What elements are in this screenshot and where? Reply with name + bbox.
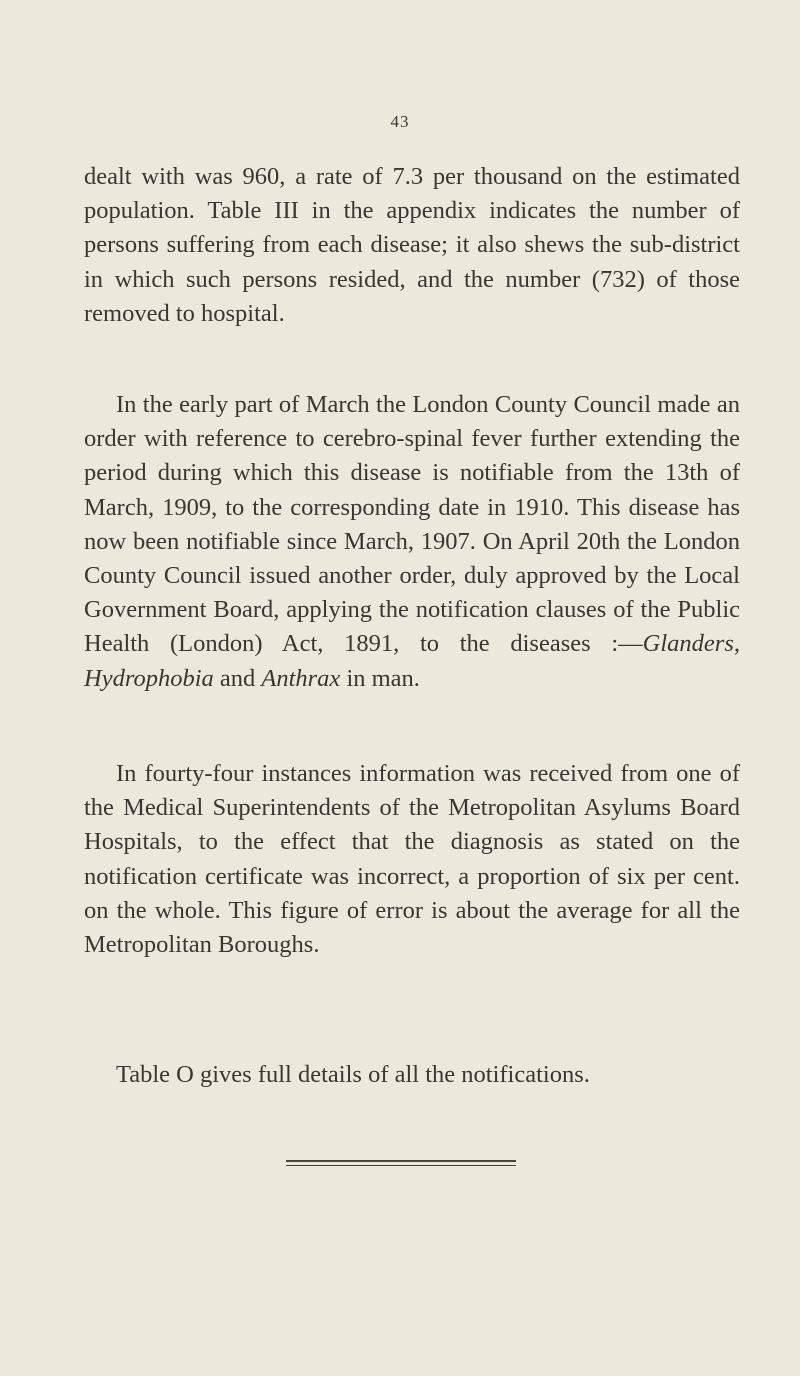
end-rule-thick — [286, 1160, 516, 1162]
disease-hydrophobia: Hydrophobia — [84, 664, 214, 692]
disease-glanders: Glanders, — [642, 630, 740, 658]
paragraph-2-main-text: In the early part of March the London County Council made an order with reference to cerebro-spinal fever further extending the period during which this disease is notifiable from the 13th of March, 1909, to the corresponding date in 1910. This disease has now been notifiable since March, 1907. On April 20th the London County Council issued another order, duly approved by the Local Government Board, applying the notification clauses of the Public Health (London) Act, 1891, to the diseases :— — [84, 391, 740, 658]
paragraph-2-text — [84, 388, 740, 696]
paragraph-1-text: dealt with was 960, a rate of 7.3 per thousand on the estimated population. Table III in the appendix indicates the number of persons suffering from each disease; it also shews the sub-district in which such persons resided, and the number (732) of those removed to hospital. — [84, 163, 740, 327]
paragraph-3-text: In fourty-four instances information was received from one of the Medical Superintendents of the Metropolitan Asylums Board Hospitals, to the effect that the diagnosis as stated on the notification certificate was incorrect, a proportion of six per cent. on the whole. This figure of error is about the average for all the Metropolitan Boroughs. — [84, 760, 740, 959]
end-rule-thin — [286, 1165, 516, 1166]
disease-anthrax: Anthrax — [261, 664, 341, 692]
paragraph-3 — [84, 757, 740, 962]
page-number: 43 — [390, 112, 410, 131]
paragraph-1 — [84, 160, 740, 331]
paragraph-4-text: Table O gives full details of all the notifications. — [116, 1061, 590, 1088]
paragraph-2-conjunction: and — [213, 664, 262, 692]
paragraph-2-ending: in man. — [340, 664, 420, 692]
paragraph-4 — [84, 1058, 740, 1092]
paragraph-2 — [84, 388, 740, 696]
